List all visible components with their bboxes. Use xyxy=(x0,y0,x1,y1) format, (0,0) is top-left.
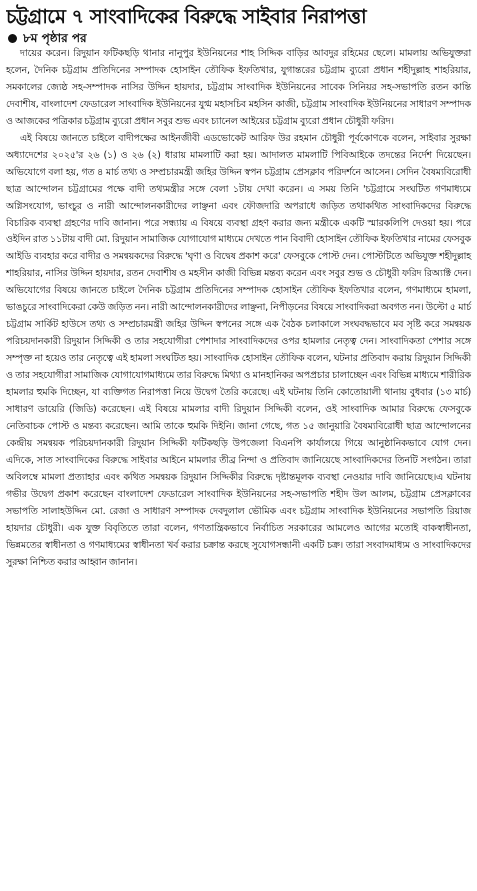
article-body xyxy=(6,46,471,572)
article-paragraph: দায়ের করেন। রিদুয়ান ফটিকছড়ি থানার নানুপুর ইউনিয়নের শাহ সিদ্দিক বাড়ির আবদুর রহিমের ছেলে। মামলায় অভিযুক্তরা হলেন, দৈনিক চট্টগ্রাম প্রতিদিনের সম্পাদক হোসাইন তৌফিক ইফতিখার, যুগান্তরের চট্টগ্রাম ব্যুরো প্রধান শহীদুল্লাহ শাহরিয়ার, সমকালের জ্যেষ্ঠ সহ-সম্পাদক নাসির উদ্দিন হায়দার, চট্টগ্রাম সাংবাদিক ইউনিয়নের সাবেক সিনিয়র সহ-সভাপতি রতন কান্তি দেবাশীষ, বাংলাদেশ ফেডারেল সাংবাদিক ইউনিয়নের যুগ্ম মহাসচিব মহসিন কাজী, চট্টগ্রাম সাংবাদিক ইউনিয়নের সাধারণ সম্পাদক ও আজকের পত্রিকার চট্টগ্রাম ব্যুরো প্রধান সবুর শুভ এবং চ্যানেল আইয়ের চট্টগ্রাম ব্যুরো প্রধান চৌধুরী ফরিদ। xyxy=(6,48,471,127)
article-paragraph: এই বিষয়ে জানতে চাইলে বাদীপক্ষের আইনজীবী এডভোকেট আরিফ উর রহমান চৌধুরী পূর্বকোণকে বলেন, সাইবার সুরক্ষা অধ্যাদেশের ২০২৫'র ২৬ (১) ও ২৬ (২) ধারায় মামলাটি করা হয়। আদালত মামলাটি পিবিআইকে তদন্তের নির্দেশ দিয়েছেন। অভিযোগে বলা হয়, গত ৪ মার্চ তথ্য ও সম্প্রচারমন্ত্রী জহির উদ্দিন স্বপন চট্টগ্রাম প্রেসক্লাব পরিদর্শনে আসেন। সেদিন বৈষম্যবিরোধী ছাত্র আন্দোলন চট্টগ্রামের পক্ষে বাদী তথ্যমন্ত্রীর সঙ্গে বেলা ১টায় দেখা করেন। এ সময় তিনি 'চট্টগ্রামে সংঘটিত গণমাধ্যমে অগ্নিসংযোগ, ভাংচুর ও নারী আন্দোলনকারীদের লাঞ্ছনা এবং ফৌজদারি অপরাধে জড়িত তথাকথিত সাংবাদিকদের বিরুদ্ধে বিচারিক ব্যবস্থা গ্রহণের দাবি জানান। পরে সন্ধ্যায় এ বিষয়ে ব্যবস্থা গ্রহণ করার জন্য মন্ত্রীকে একটি স্মারকলিপি দেওয়া হয়। পরে ওইদিন রাত ১১টায় বাদী মো. রিদুয়ান সামাজিক যোগাযোগ মাধ্যমে দেখতে পান বিবাদী হোসাইন তৌফিক ইফতিখার নামের ফেসবুক আইডি ব্যবহার করে বাদীর ও সমন্বয়কদের বিরুদ্ধে 'ঘৃণা ও বিদ্বেষ প্রকাশ করে' ফেসবুকে পোস্ট দেন। পোস্টটিতে অভিযুক্ত শহীদুল্লাহ শাহরিয়ার, নাসির উদ্দিন হায়দার, রতন দেবাশীষ ও মহসীন কাজী বিভিন্ন মন্তব্য করেন এবং সবুর শুভ ও চৌধুরী ফরিদ রিঅ্যাক্ট দেন। অভিযোগের বিষয়ে জানতে চাইলে দৈনিক চট্টগ্রাম প্রতিদিনের সম্পাদক হোসাইন তৌফিক ইফতিখার বলেন, গণমাধ্যমে হামলা, ভাঙচুরে সাংবাদিকেরা কেউ জড়িত নন। নারী আন্দোলনকারীদের লাঞ্ছনা, নিপীড়নের বিষয়ে সাংবাদিকরা অবগত নন। উল্টো ৫ মার্চ চট্টগ্রাম সার্কিট হাউসে তথ্য ও সম্প্রচারমন্ত্রী জহির উদ্দিন স্বপনের সঙ্গে এক বৈঠক চলাকালে সংঘবদ্ধভাবে মব সৃষ্টি করে সমন্বয়ক পরিচয়দানকারী রিদুয়ান সিদ্দিকী ও তার সহযোগীরা পেশাদার সাংবাদিকদের ওপর হামলার নেতৃত্ব দেন। সাংবাদিকতা পেশার সঙ্গে সম্পৃক্ত না হয়েও তার নেতৃত্বে এই হামলা সংঘটিত হয়। সাংবাদিক হোসাইন তৌফিক বলেন, ঘটনার প্রতিবাদ করায় রিদুয়ান সিদ্দিকী ও তার সহযোগীরা সামাজিক যোগাযোগমাধ্যমে তার বিরুদ্ধে মিথ্যা ও মানহানিকর অপপ্রচার চালাচ্ছেন এবং বিভিন্ন মাধ্যমে শারীরিক হামলার হুমকি দিচ্ছেন, যা ব্যক্তিগত নিরাপত্তা নিয়ে উদ্বেগ তৈরি করেছে। এই ঘটনায় তিনি কোতোয়ালী থানায় বুধবার (১৩ মার্চ) সাধারণ ডায়েরি (জিডি) করেছেন। এই বিষয়ে মামলার বাদী রিদুয়ান সিদ্দিকী বলেন, ওই সাংবাদিক আমার বিরুদ্ধে ফেসবুকে নেতিবাচক পোস্ট ও মন্তব্য করেছেন। আমি তাকে হুমকি দিইনি। জানা গেছে, গত ১৫ জানুয়ারি বৈষম্যবিরোধী ছাত্র আন্দোলনের কেন্দ্রীয় সমন্বয়ক পরিচয়দানকারী রিদুয়ান সিদ্দিকী ফটিকছড়ি উপজেলা বিএনপি কার্যালয়ে গিয়ে আনুষ্ঠানিকভাবে যোগ দেন। এদিকে, সাত সাংবাদিকের বিরুদ্ধে সাইবার আইনে মামলার তীব্র নিন্দা ও প্রতিবাদ জানিয়েছে সাংবাদিকদের তিনটি সংগঠন। তারা অবিলম্বে মামলা প্রত্যাহার এবং কথিত সমন্বয়ক রিদুয়ান সিদ্দিকীর বিরুদ্ধে দৃষ্টান্তমূলক ব্যবস্থা নেওয়ার দাবি জানিয়েছে।এ ঘটনায় গভীর উদ্বেগ প্রকাশ করেছেন বাংলাদেশ ফেডারেল সাংবাদিক ইউনিয়নের সহ-সভাপতি শহীদ উল আলম, চট্টগ্রাম প্রেসক্লাবের সভাপতি সালাহউদ্দিন মো. রেজা ও সাধারণ সম্পাদক দেবদুলাল ভৌমিক এবং চট্টগ্রাম সাংবাদিক ইউনিয়নের সভাপতি রিয়াজ হায়দার চৌধুরী। এক যুক্ত বিবৃতিতে তারা বলেন, গণতান্ত্রিকভাবে নির্বাচিত সরকারের আমলেও আগের মতোই বাকস্বাধীনতা, ভিন্নমতের স্বাধীনতা ও গণমাধ্যমের স্বাধীনতা খর্ব করার চক্রান্ত করছে সুযোগসন্ধানী একটি চক্র। তারা সংবাদমাধ্যম ও সাংবাদিকদের সুরক্ষা নিশ্চিত করার আহ্বান জানান। xyxy=(6,132,471,568)
continued-from-label: ৮ম পৃষ্ঠার পর xyxy=(23,31,87,45)
bullet-icon xyxy=(8,34,17,43)
headline: চট্টগ্রামে ৭ সাংবাদিকের বিরুদ্ধে সাইবার নিরাপত্তা xyxy=(6,5,367,28)
continued-from-line xyxy=(8,30,471,46)
